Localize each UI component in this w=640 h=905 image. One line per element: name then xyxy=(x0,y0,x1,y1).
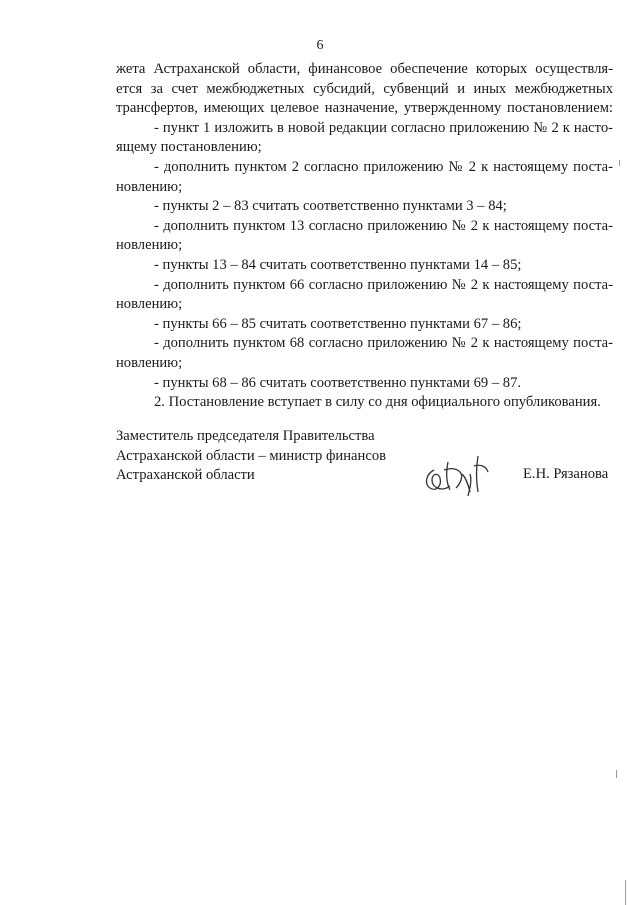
body-line: - пункты 66 – 85 считать соответственно пунктами 67 – 86; xyxy=(154,315,522,332)
scan-edge-line xyxy=(625,880,626,905)
signature-position-line: Астраханской области – министр финансов xyxy=(116,447,387,464)
body-line: ящему постановлению; xyxy=(116,139,262,156)
signatory-name: Е.Н. Рязанова xyxy=(523,466,609,482)
body-paragraph xyxy=(116,276,613,315)
body-line: 2. Постановление вступает в силу со дня официального опубликования. xyxy=(154,394,601,411)
body-line: трансфертов, имеющих целевое назначение, утвержденному постановлением: xyxy=(116,100,613,117)
body-paragraph xyxy=(116,256,613,276)
body-line: - пункты 2 – 83 считать соответственно пунктами 3 – 84; xyxy=(154,198,507,215)
body-paragraph xyxy=(116,315,613,335)
body-line: новлению; xyxy=(116,178,183,195)
handwritten-signature xyxy=(420,448,495,500)
body-line: - дополнить пунктом 68 согласно приложению № 2 к настоящему поста- xyxy=(154,335,613,352)
body-line: новлению; xyxy=(116,354,183,371)
body-paragraph xyxy=(116,60,613,119)
body-paragraph xyxy=(116,119,613,158)
body-line: новлению; xyxy=(116,237,183,254)
body-paragraph xyxy=(116,158,613,197)
signature-position-line: Заместитель председателя Правительства xyxy=(116,428,375,444)
page-number: 6 xyxy=(316,38,324,53)
body-line: новлению; xyxy=(116,296,183,313)
body-line: - пункты 13 – 84 считать соответственно пунктами 14 – 85; xyxy=(154,256,522,273)
body-line: ется за счет межбюджетных субсидий, субвенций и иных межбюджетных xyxy=(116,80,613,97)
body-paragraph xyxy=(116,217,613,256)
body-paragraph xyxy=(116,393,613,413)
signature-position xyxy=(116,427,386,486)
body-line: жета Астраханской области, финансовое обеспечение которых осуществля- xyxy=(116,61,613,77)
scan-edge-line xyxy=(619,160,620,166)
body-line: - дополнить пунктом 66 согласно приложению № 2 к настоящему поста- xyxy=(154,276,613,293)
scan-edge-line xyxy=(616,770,617,778)
body-line: - дополнить пунктом 2 согласно приложению № 2 к настоящему поста- xyxy=(154,158,613,175)
body-paragraph xyxy=(116,197,613,217)
signature-position-line: Астраханской области xyxy=(116,467,255,484)
body-line: - пункты 68 – 86 считать соответственно пунктами 69 – 87. xyxy=(154,374,522,391)
body-line: - пункт 1 изложить в новой редакции согласно приложению № 2 к насто- xyxy=(154,119,613,136)
body-paragraph xyxy=(116,374,613,394)
body-line: - дополнить пунктом 13 согласно приложению № 2 к настоящему поста- xyxy=(154,217,613,234)
body-paragraph xyxy=(116,334,613,373)
document-body xyxy=(116,60,613,413)
